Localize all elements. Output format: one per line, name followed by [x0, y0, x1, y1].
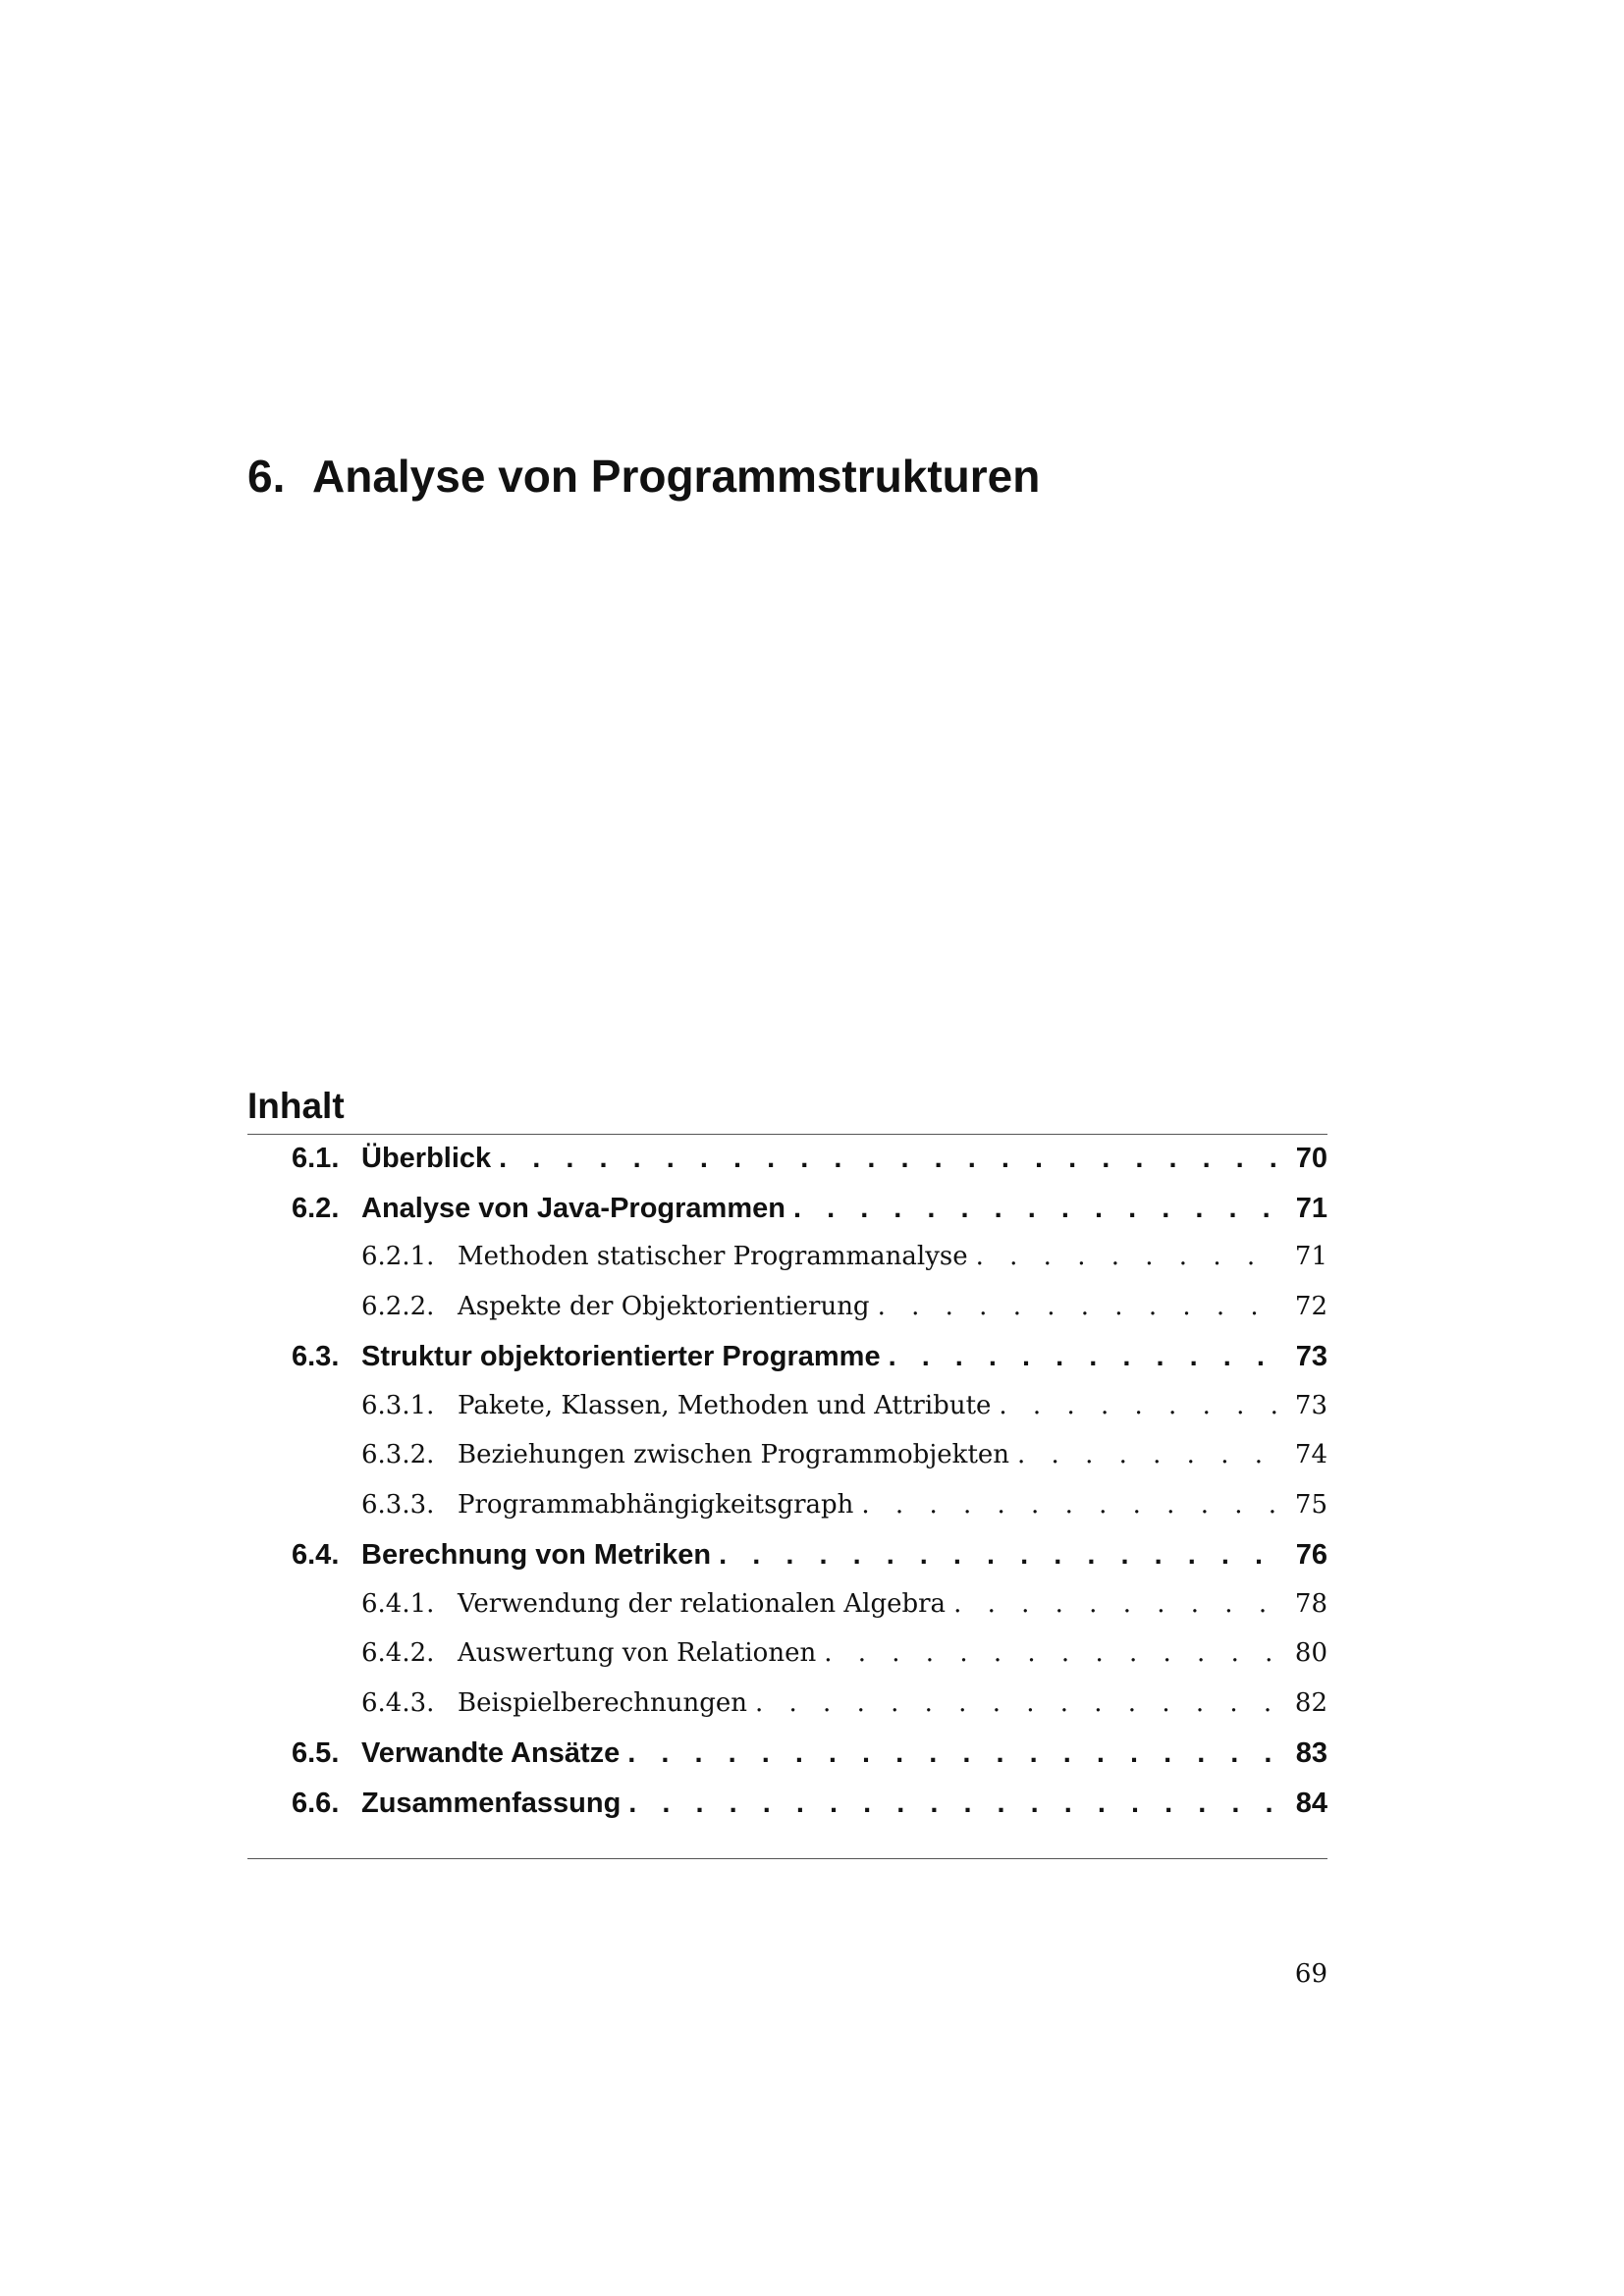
- toc-bottom-rule: [247, 1858, 1327, 1859]
- toc-entry-title: Aspekte der Objektorientierung: [458, 1291, 870, 1321]
- toc-entry[interactable]: [247, 1143, 1327, 1193]
- toc-dot-leader: [999, 1391, 1282, 1420]
- toc-entry-page: 70: [1295, 1143, 1327, 1175]
- toc-entry-number: 6.4.: [292, 1539, 340, 1572]
- toc-heading: Inhalt: [247, 1085, 1327, 1135]
- toc-subentry[interactable]: [247, 1391, 1327, 1441]
- toc-entry-page: 84: [1295, 1787, 1327, 1819]
- toc-entry-number: 6.6.: [292, 1787, 340, 1819]
- toc-entry-number: 6.1.: [292, 1143, 340, 1175]
- toc-entry-number: 6.4.2.: [361, 1638, 435, 1669]
- toc-dot-leader: [824, 1638, 1282, 1668]
- toc-entry-number: 6.4.3.: [361, 1687, 435, 1718]
- toc-list: [247, 1135, 1327, 1837]
- toc-entry[interactable]: [247, 1539, 1327, 1589]
- toc-subentry[interactable]: [247, 1242, 1327, 1292]
- toc-dot-leader: [755, 1688, 1282, 1718]
- toc-dot-leader: [889, 1341, 1282, 1373]
- toc-entry-title: Struktur objektorientierter Programme: [361, 1341, 881, 1373]
- toc-entry-page: 71: [1295, 1192, 1327, 1224]
- toc-entry-page: 75: [1294, 1489, 1327, 1520]
- toc-entry-page: 80: [1294, 1638, 1327, 1669]
- toc-dot-leader: [793, 1193, 1282, 1225]
- toc-entry-title: Methoden statischer Programmanalyse: [458, 1242, 968, 1272]
- toc-entry-number: 6.2.1.: [361, 1242, 435, 1272]
- toc-dot-leader: [628, 1788, 1282, 1820]
- toc-entry-page: 83: [1295, 1737, 1327, 1770]
- toc-entry-page: 72: [1294, 1291, 1327, 1321]
- toc-entry-title: Zusammenfassung: [361, 1787, 622, 1819]
- toc-dot-leader: [719, 1539, 1282, 1572]
- chapter-title-text: Analyse von Programmstrukturen: [312, 451, 1041, 502]
- toc-entry-number: 6.5.: [292, 1737, 340, 1770]
- toc-entry-title: Analyse von Java-Programmen: [361, 1192, 785, 1224]
- toc-dot-leader: [878, 1292, 1282, 1321]
- toc-subentry[interactable]: [247, 1638, 1327, 1688]
- chapter-title: [247, 450, 1040, 504]
- toc-entry-number: 6.3.1.: [361, 1390, 435, 1420]
- toc-entry-title: Verwendung der relationalen Algebra: [458, 1588, 947, 1619]
- toc-entry-page: 73: [1295, 1341, 1327, 1373]
- toc-entry-title: Pakete, Klassen, Methoden und Attribute: [458, 1390, 992, 1420]
- table-of-contents: [247, 1085, 1327, 1859]
- toc-entry-title: Beispielberechnungen: [458, 1687, 747, 1718]
- toc-subentry[interactable]: [247, 1589, 1327, 1639]
- toc-subentry[interactable]: [247, 1292, 1327, 1342]
- toc-entry-number: 6.3.: [292, 1341, 340, 1373]
- toc-subentry[interactable]: [247, 1440, 1327, 1490]
- toc-entry-page: 71: [1294, 1242, 1327, 1272]
- toc-dot-leader: [627, 1737, 1282, 1770]
- toc-entry[interactable]: [247, 1737, 1327, 1788]
- page-number: 69: [1294, 1959, 1327, 1989]
- toc-entry-page: 73: [1294, 1390, 1327, 1420]
- toc-entry-title: Programmabhängigkeitsgraph: [458, 1489, 854, 1520]
- toc-entry-title: Auswertung von Relationen: [458, 1638, 817, 1669]
- toc-entry-title: Verwandte Ansätze: [361, 1737, 621, 1770]
- toc-entry-page: 74: [1294, 1440, 1327, 1470]
- toc-dot-leader: [1017, 1440, 1282, 1469]
- toc-subentry[interactable]: [247, 1688, 1327, 1738]
- toc-subentry[interactable]: [247, 1490, 1327, 1540]
- toc-entry[interactable]: [247, 1193, 1327, 1243]
- toc-entry[interactable]: [247, 1788, 1327, 1838]
- toc-entry-page: 82: [1294, 1687, 1327, 1718]
- toc-dot-leader: [976, 1242, 1282, 1271]
- toc-entry-title: Berechnung von Metriken: [361, 1539, 712, 1572]
- toc-entry[interactable]: [247, 1341, 1327, 1391]
- toc-entry-number: 6.3.3.: [361, 1489, 435, 1520]
- toc-entry-number: 6.2.: [292, 1192, 340, 1224]
- toc-entry-title: Beziehungen zwischen Programmobjekten: [458, 1440, 1010, 1470]
- chapter-number: 6.: [247, 451, 286, 502]
- toc-dot-leader: [499, 1143, 1282, 1175]
- toc-entry-number: 6.2.2.: [361, 1291, 435, 1321]
- toc-entry-page: 78: [1294, 1588, 1327, 1619]
- toc-entry-title: Überblick: [361, 1143, 492, 1175]
- toc-entry-page: 76: [1295, 1539, 1327, 1572]
- toc-entry-number: 6.3.2.: [361, 1440, 435, 1470]
- toc-entry-number: 6.4.1.: [361, 1588, 435, 1619]
- toc-dot-leader: [953, 1589, 1282, 1619]
- toc-dot-leader: [861, 1490, 1282, 1520]
